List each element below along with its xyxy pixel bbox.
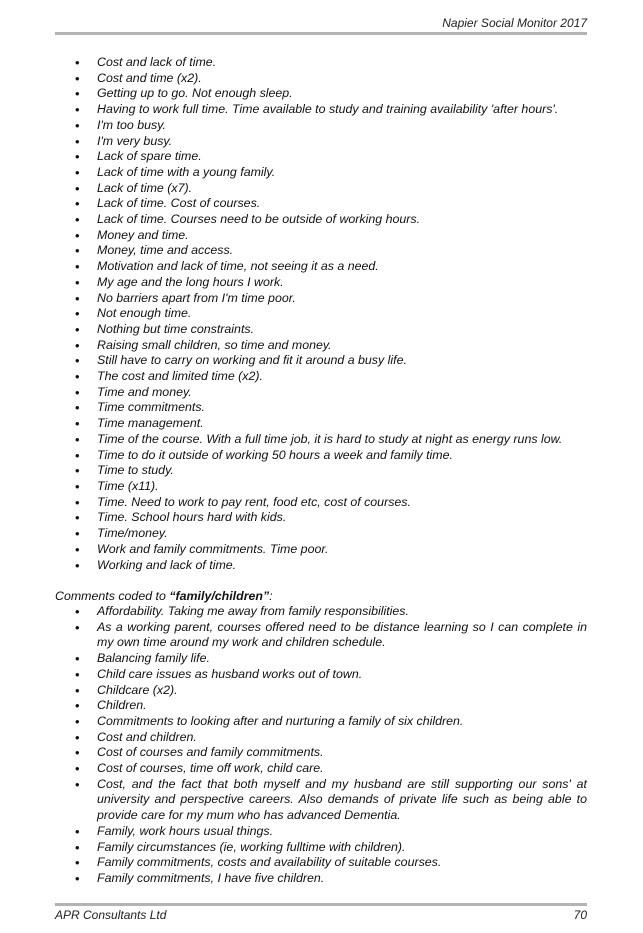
list-item: • Cost of courses and family commitments. — [55, 745, 587, 761]
list-item: • Family circumstances (ie, working fulltime with children). — [55, 840, 587, 856]
list-item: • Child care issues as husband works out of town. — [55, 667, 587, 683]
list-item: • Lack of time (x7). — [55, 181, 587, 197]
list-item: • Family commitments, costs and availability of suitable courses. — [55, 855, 587, 871]
list-item: • Commitments to looking after and nurturing a family of six children. — [55, 714, 587, 730]
list-item: • Time to study. — [55, 463, 587, 479]
list-item: • Balancing family life. — [55, 651, 587, 667]
list-item: • Not enough time. — [55, 306, 587, 322]
page-header — [55, 16, 587, 30]
list-item: • Family, work hours usual things. — [55, 824, 587, 840]
list-item: • Cost, and the fact that both myself and my husband are still supporting our sons' at university and perspective careers. Also demands of private life such as being able to provide care for my mum who has advanced Dementia. — [55, 777, 587, 824]
page-number: 70 — [573, 908, 587, 922]
heading-suffix: : — [269, 589, 273, 603]
heading-code: “family/children” — [169, 589, 270, 603]
list-item: • Having to work full time. Time available to study and training availability 'after hours'. — [55, 102, 587, 118]
list-item: • Family commitments, I have five children. — [55, 871, 587, 887]
list-item: • Cost and time (x2). — [55, 71, 587, 87]
list-item: • The cost and limited time (x2). — [55, 369, 587, 385]
list-item: • Work and family commitments. Time poor. — [55, 542, 587, 558]
footer-rule — [55, 903, 587, 906]
heading-prefix: Comments coded to — [55, 589, 170, 603]
list-item: • Lack of spare time. — [55, 149, 587, 165]
list-item: • Time (x11). — [55, 479, 587, 495]
list-item: • Time to do it outside of working 50 hours a week and family time. — [55, 448, 587, 464]
list-item: • Time commitments. — [55, 400, 587, 416]
list-item: • Getting up to go. Not enough sleep. — [55, 86, 587, 102]
company-name: APR Consultants Ltd — [55, 908, 167, 922]
list-item: • My age and the long hours I work. — [55, 275, 587, 291]
list-item: • Money, time and access. — [55, 243, 587, 259]
list-item: • Still have to carry on working and fit it around a busy life. — [55, 353, 587, 369]
list-item: • Childcare (x2). — [55, 683, 587, 699]
report-title: Napier Social Monitor 2017 — [442, 16, 587, 30]
list-item: • Lack of time with a young family. — [55, 165, 587, 181]
list-item: • I'm too busy. — [55, 118, 587, 134]
list-item: • Lack of time. Cost of courses. — [55, 196, 587, 212]
list-item: • Time. Need to work to pay rent, food etc, cost of courses. — [55, 495, 587, 511]
page-footer — [55, 908, 587, 922]
list-item: • As a working parent, courses offered need to be distance learning so I can complete in my own time around my work and children schedule. — [55, 620, 587, 651]
list-item: • Time management. — [55, 416, 587, 432]
list-item: • Children. — [55, 698, 587, 714]
list-item: • I'm very busy. — [55, 134, 587, 150]
list-item: • Working and lack of time. — [55, 558, 587, 574]
time-comments-list — [55, 55, 587, 573]
family-comments-list — [55, 604, 587, 887]
list-item: • Time. School hours hard with kids. — [55, 510, 587, 526]
header-rule — [55, 32, 587, 35]
list-item: • Time of the course. With a full time job, it is hard to study at night as energy runs low. — [55, 432, 587, 448]
list-item: • Motivation and lack of time, not seeing it as a need. — [55, 259, 587, 275]
list-item: • Time/money. — [55, 526, 587, 542]
list-item: • Cost and lack of time. — [55, 55, 587, 71]
list-item: • No barriers apart from I'm time poor. — [55, 291, 587, 307]
list-item: • Lack of time. Courses need to be outside of working hours. — [55, 212, 587, 228]
list-item: • Cost of courses, time off work, child care. — [55, 761, 587, 777]
list-item: • Affordability. Taking me away from family responsibilities. — [55, 604, 587, 620]
list-item: • Money and time. — [55, 228, 587, 244]
list-item: • Nothing but time constraints. — [55, 322, 587, 338]
list-item: • Cost and children. — [55, 730, 587, 746]
list-item: • Time and money. — [55, 385, 587, 401]
family-section-heading — [55, 589, 273, 603]
list-item: • Raising small children, so time and money. — [55, 338, 587, 354]
